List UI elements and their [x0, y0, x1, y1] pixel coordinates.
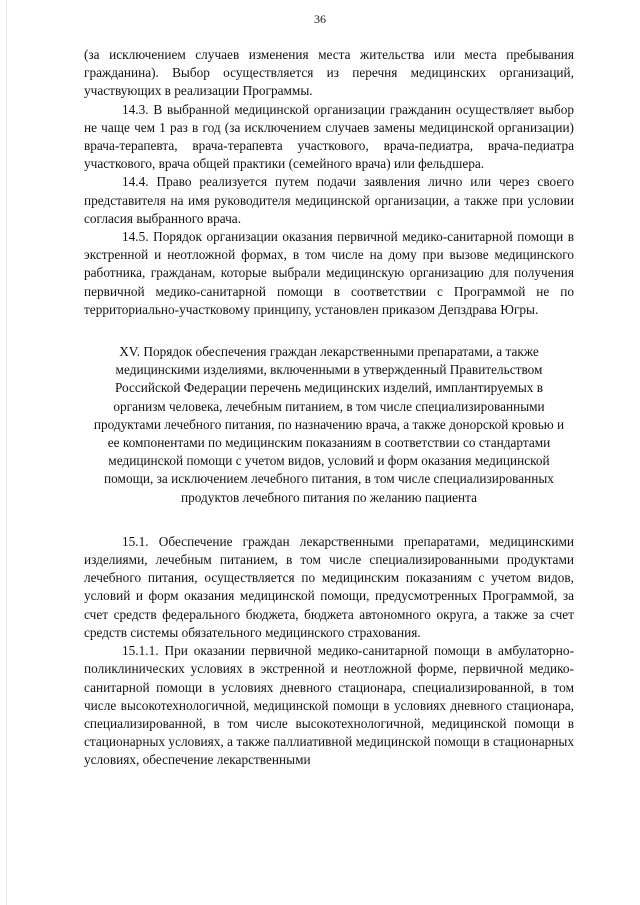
paragraph-15-1: 15.1. Обеспечение граждан лекарственными препаратами, медицинскими изделиями, лечебным питанием, в том числе специализированными продуктами лечебного питания, осуществляется по медицинским показаниям с учетом видов, условий и форм оказания медицинской помощи, предусмотренных Программой, за счет средств федерального бюджета, бюджета автономного округа, а также за счет средств системы обязательного медицинского страхования.: [84, 533, 574, 640]
paragraph-14-4: 14.4. Право реализуется путем подачи заявления лично или через своего представителя на имя руководителя медицинской организации, а также при условии согласия выбранного врача.: [84, 174, 574, 226]
page-number: 36: [314, 12, 326, 26]
paragraph-14-3: 14.3. В выбранной медицинской организации гражданин осуществляет выбор не чаще чем 1 раз в год (за исключением случаев замены медицинской организации) врача-терапевта, врача-терапевта участкового, врача-педиатра, врача-педиатра участкового, врача общей практики (семейного врача) или фельдшера.: [84, 101, 574, 172]
document-body: [84, 46, 574, 770]
paragraph-continuation: (за исключением случаев изменения места жительства или места пребывания гражданина). Выбор осуществляется из перечня медицинских организаций, участвующих в реализации Программы.: [84, 47, 574, 99]
section-heading-xv: XV. Порядок обеспечения граждан лекарственными препаратами, а также медицинскими изделиями, включенными в утвержденный Правительством Российской Федерации перечень медицинских изделий, имплантируемых в организм человека, лечебным питанием, в том числе специализированными продуктами лечебного питания, по назначению врача, а также донорской кровью и ее компонентами по медицинским показаниям в соответствии со стандартами медицинской помощи с учетом видов, условий и форм оказания медицинской помощи, за исключением лечебного питания, в том числе специализированных продуктов лечебного питания по желанию пациента: [93, 344, 565, 505]
paragraph-14-5: 14.5. Порядок организации оказания первичной медико-санитарной помощи в экстренной и неотложной формах, в том числе на дому при вызове медицинского работника, гражданам, которые выбрали медицинскую организацию для получения первичной медико-санитарной помощи в соответствии с Программой не по территориально-участковому принципу, установлен приказом Депздрава Югры.: [84, 229, 574, 317]
scan-edge-line: [6, 0, 7, 905]
paragraph-15-1-1: 15.1.1. При оказании первичной медико-санитарной помощи в амбулаторно-поликлинических условиях в экстренной и неотложной форме, первичной медико-санитарной помощи в условиях дневного стационара, специализированной, в том числе высокотехнологичной, медицинской помощи в условиях дневного стационара, специализированной, в том числе высокотехнологичной, медицинской помощи в стационарных условиях, а также паллиативной медицинской помощи в стационарных условиях, обеспечение лекарственными: [84, 643, 574, 768]
